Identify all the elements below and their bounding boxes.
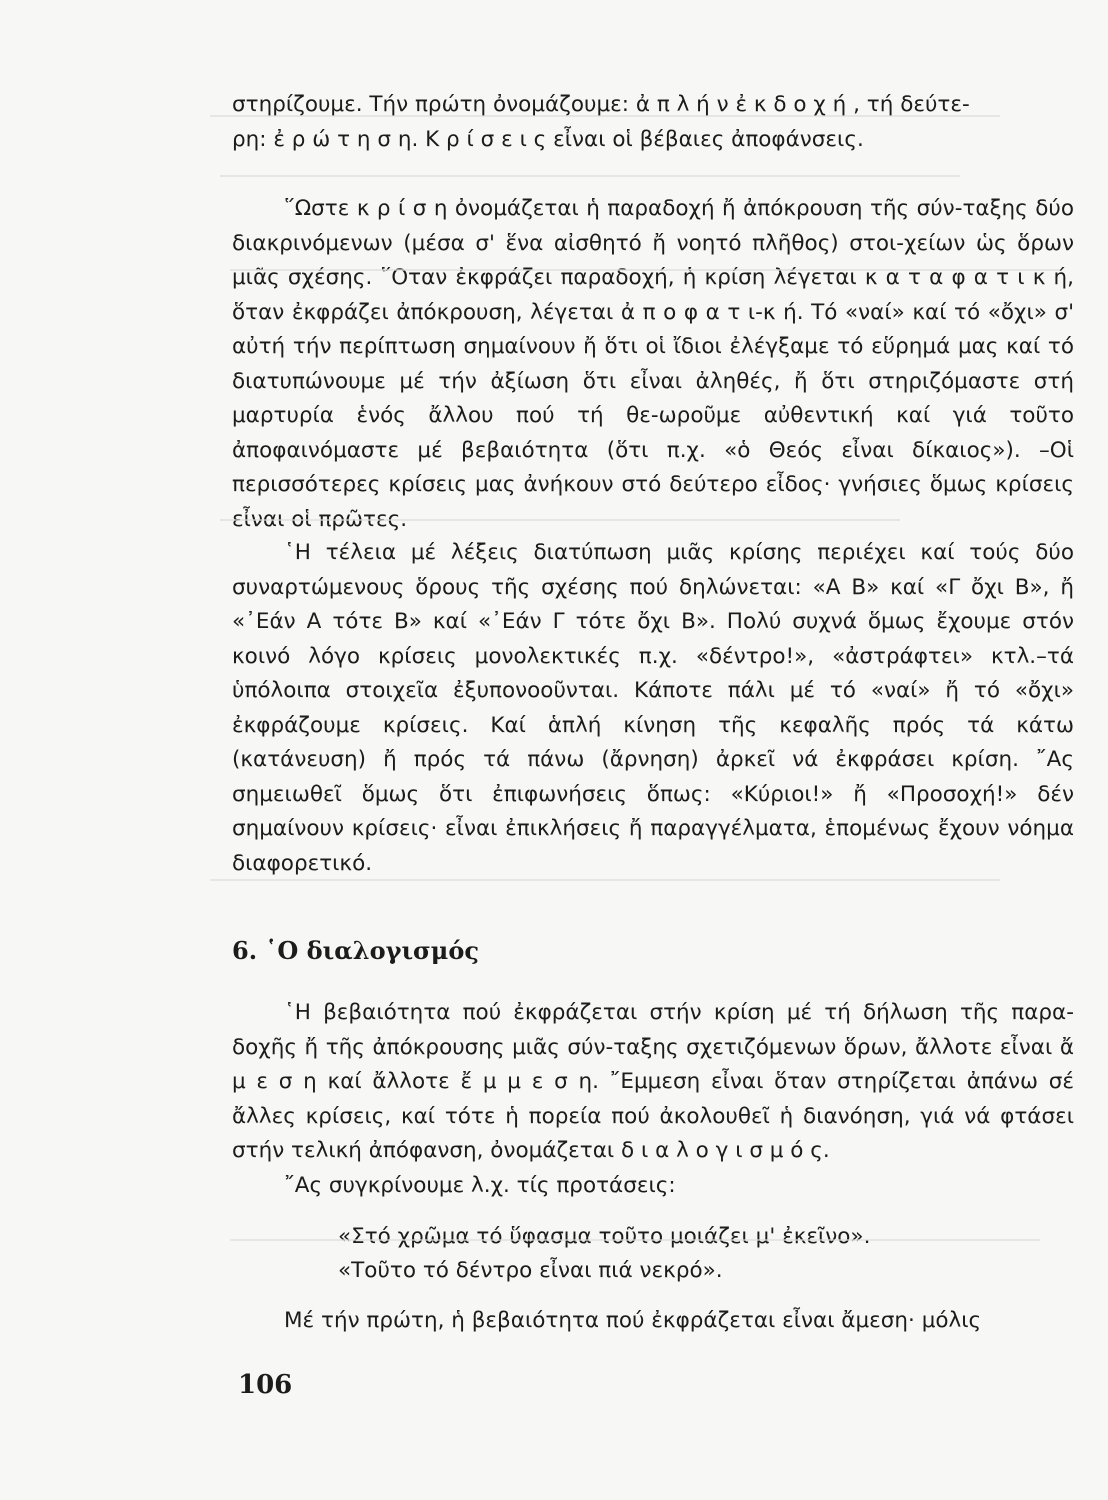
paragraph-final-line (232, 1304, 1074, 1339)
paragraph-text: ῾Η τέλεια μέ λέξεις διατύπωση μιᾶς κρίσης περιέχει καί τούς δύο συναρτώμενους ὅρους τῆς σχέσης πού δηλώνεται: «Α Β» καί «Γ ὄχι Β», ἤ «᾿Εάν Α τότε Β» καί «᾿Εάν Γ τότε ὄχι Β». Πολύ συχνά ὅμως ἔχουμε στόν κοινό λόγο κρίσεις μονολεκτικές π.χ. «δέντρο!», «ἀστράφτει» κτλ.–τά ὑπόλοιπα στοιχεῖα ἐξυπονοοῦνται. Κάποτε πάλι μέ τό «ναί» ἤ τό «ὄχι» ἐκφράζουμε κρίσεις. Καί ἁπλή κίνηση τῆς κεφαλῆς πρός τά κάτω (κατάνευση) ἤ πρός τά πάνω (ἄρνηση) ἀρκεῖ νά ἐκφράσει κρίση. ῎Ας σημειωθεῖ ὅμως ὅτι ἐπιφωνήσεις ὅπως: «Κύριοι!» ἤ «Προσοχή!» δέν σημαίνουν κρίσεις· εἶναι ἐπικλήσεις ἤ παραγγέλματα, ἑπομένως ἔχουν νόημα διαφορετικό. (232, 540, 1074, 876)
paragraph-text: ῎Ας συγκρίνουμε λ.χ. τίς προτάσεις: (284, 1172, 676, 1198)
page-number: 106 (238, 1370, 293, 1400)
example-quote-2: «Τοῦτο τό δέντρο εἶναι πιά νεκρό». (338, 1258, 723, 1283)
paragraph-text: ῾Η βεβαιότητα πού ἐκφράζεται στήν κρίση μέ τή δήλωση τῆς παρα-δοχῆς ἤ τῆς ἀπόκρουσης μιᾶς σύν-ταξης σχετιζόμενων ὅρων, ἄλλοτε εἶναι ἄ μ ε σ η καί ἄλλοτε ἔ μ μ ε σ η. ῎Εμμεση εἶναι ὅταν στηρίζεται ἀπάνω σέ ἄλλες κρίσεις, καί τότε ἡ πορεία πού ἀκολουθεῖ ἡ διανόηση, γιά νά φτάσει στήν τελική ἀπόφανση, ὀνομάζεται δ ι α λ ο γ ι σ μ ό ς. (232, 1000, 1074, 1163)
paragraph-text: ῞Ωστε κ ρ ί σ η ὀνομάζεται ἡ παραδοχή ἤ ἀπόκρουση τῆς σύν-ταξης δύο διακρινόμενων (μέσα σ' ἕνα αἰσθητό ἤ νοητό πλῆθος) στοι-χείων ὡς ὅρων μιᾶς σχέσης. ῞Οταν ἐκφράζει παραδοχή, ἡ κρίση λέγεται κ α τ α φ α τ ι κ ή, ὅταν ἐκφράζει ἀπόκρουση, λέγεται ἀ π ο φ α τ ι-κ ή. Τό «ναί» καί τό «ὄχι» σ' αὐτή τήν περίπτωση σημαίνουν ἤ ὅτι οἱ ἴδιοι ἐλέγξαμε τό εὕρημά μας καί τό διατυπώνουμε μέ τήν ἀξίωση ὅτι εἶναι ἀληθές, ἤ ὅτι στηριζόμαστε στή μαρτυρία ἑνός ἄλλου πού τή θε-ωροῦμε αὐθεντική καί γιά τοῦτο ἀποφαινόμαστε μέ βεβαιότητα (ὅτι π.χ. «ὁ Θεός εἶναι δίκαιος»). –Οἱ περισσότερες κρίσεις μας ἀνήκουν στό δεύτερο εἶδος· γνήσιες ὅμως κρίσεις εἶναι οἱ πρῶτες. (232, 196, 1074, 532)
section-heading: 6. ῾Ο διαλογισμός (232, 936, 479, 965)
paragraph-reasoning (232, 996, 1074, 1203)
paragraph-judgment-definition (232, 192, 1074, 537)
paragraph-text: Μέ τήν πρώτη, ἡ βεβαιότητα πού ἐκφράζεται εἶναι ἄμεση· μόλις (284, 1308, 982, 1333)
text-line: στηρίζουμε. Τήν πρώτη ὀνομάζουμε: ἀ π λ ή ν ἐ κ δ ο χ ή , τή δεύτε- (232, 92, 970, 117)
continued-paragraph (232, 88, 1074, 157)
example-quote-1: «Στό χρῶμα τό ὕφασμα τοῦτο μοιάζει μ' ἐκεῖνο». (338, 1224, 871, 1249)
text-line: ρη: ἐ ρ ώ τ η σ η. Κ ρ ί σ ε ι ς εἶναι οἱ βέβαιες ἀποφάνσεις. (232, 126, 864, 152)
paragraph-judgment-expression (232, 536, 1074, 881)
